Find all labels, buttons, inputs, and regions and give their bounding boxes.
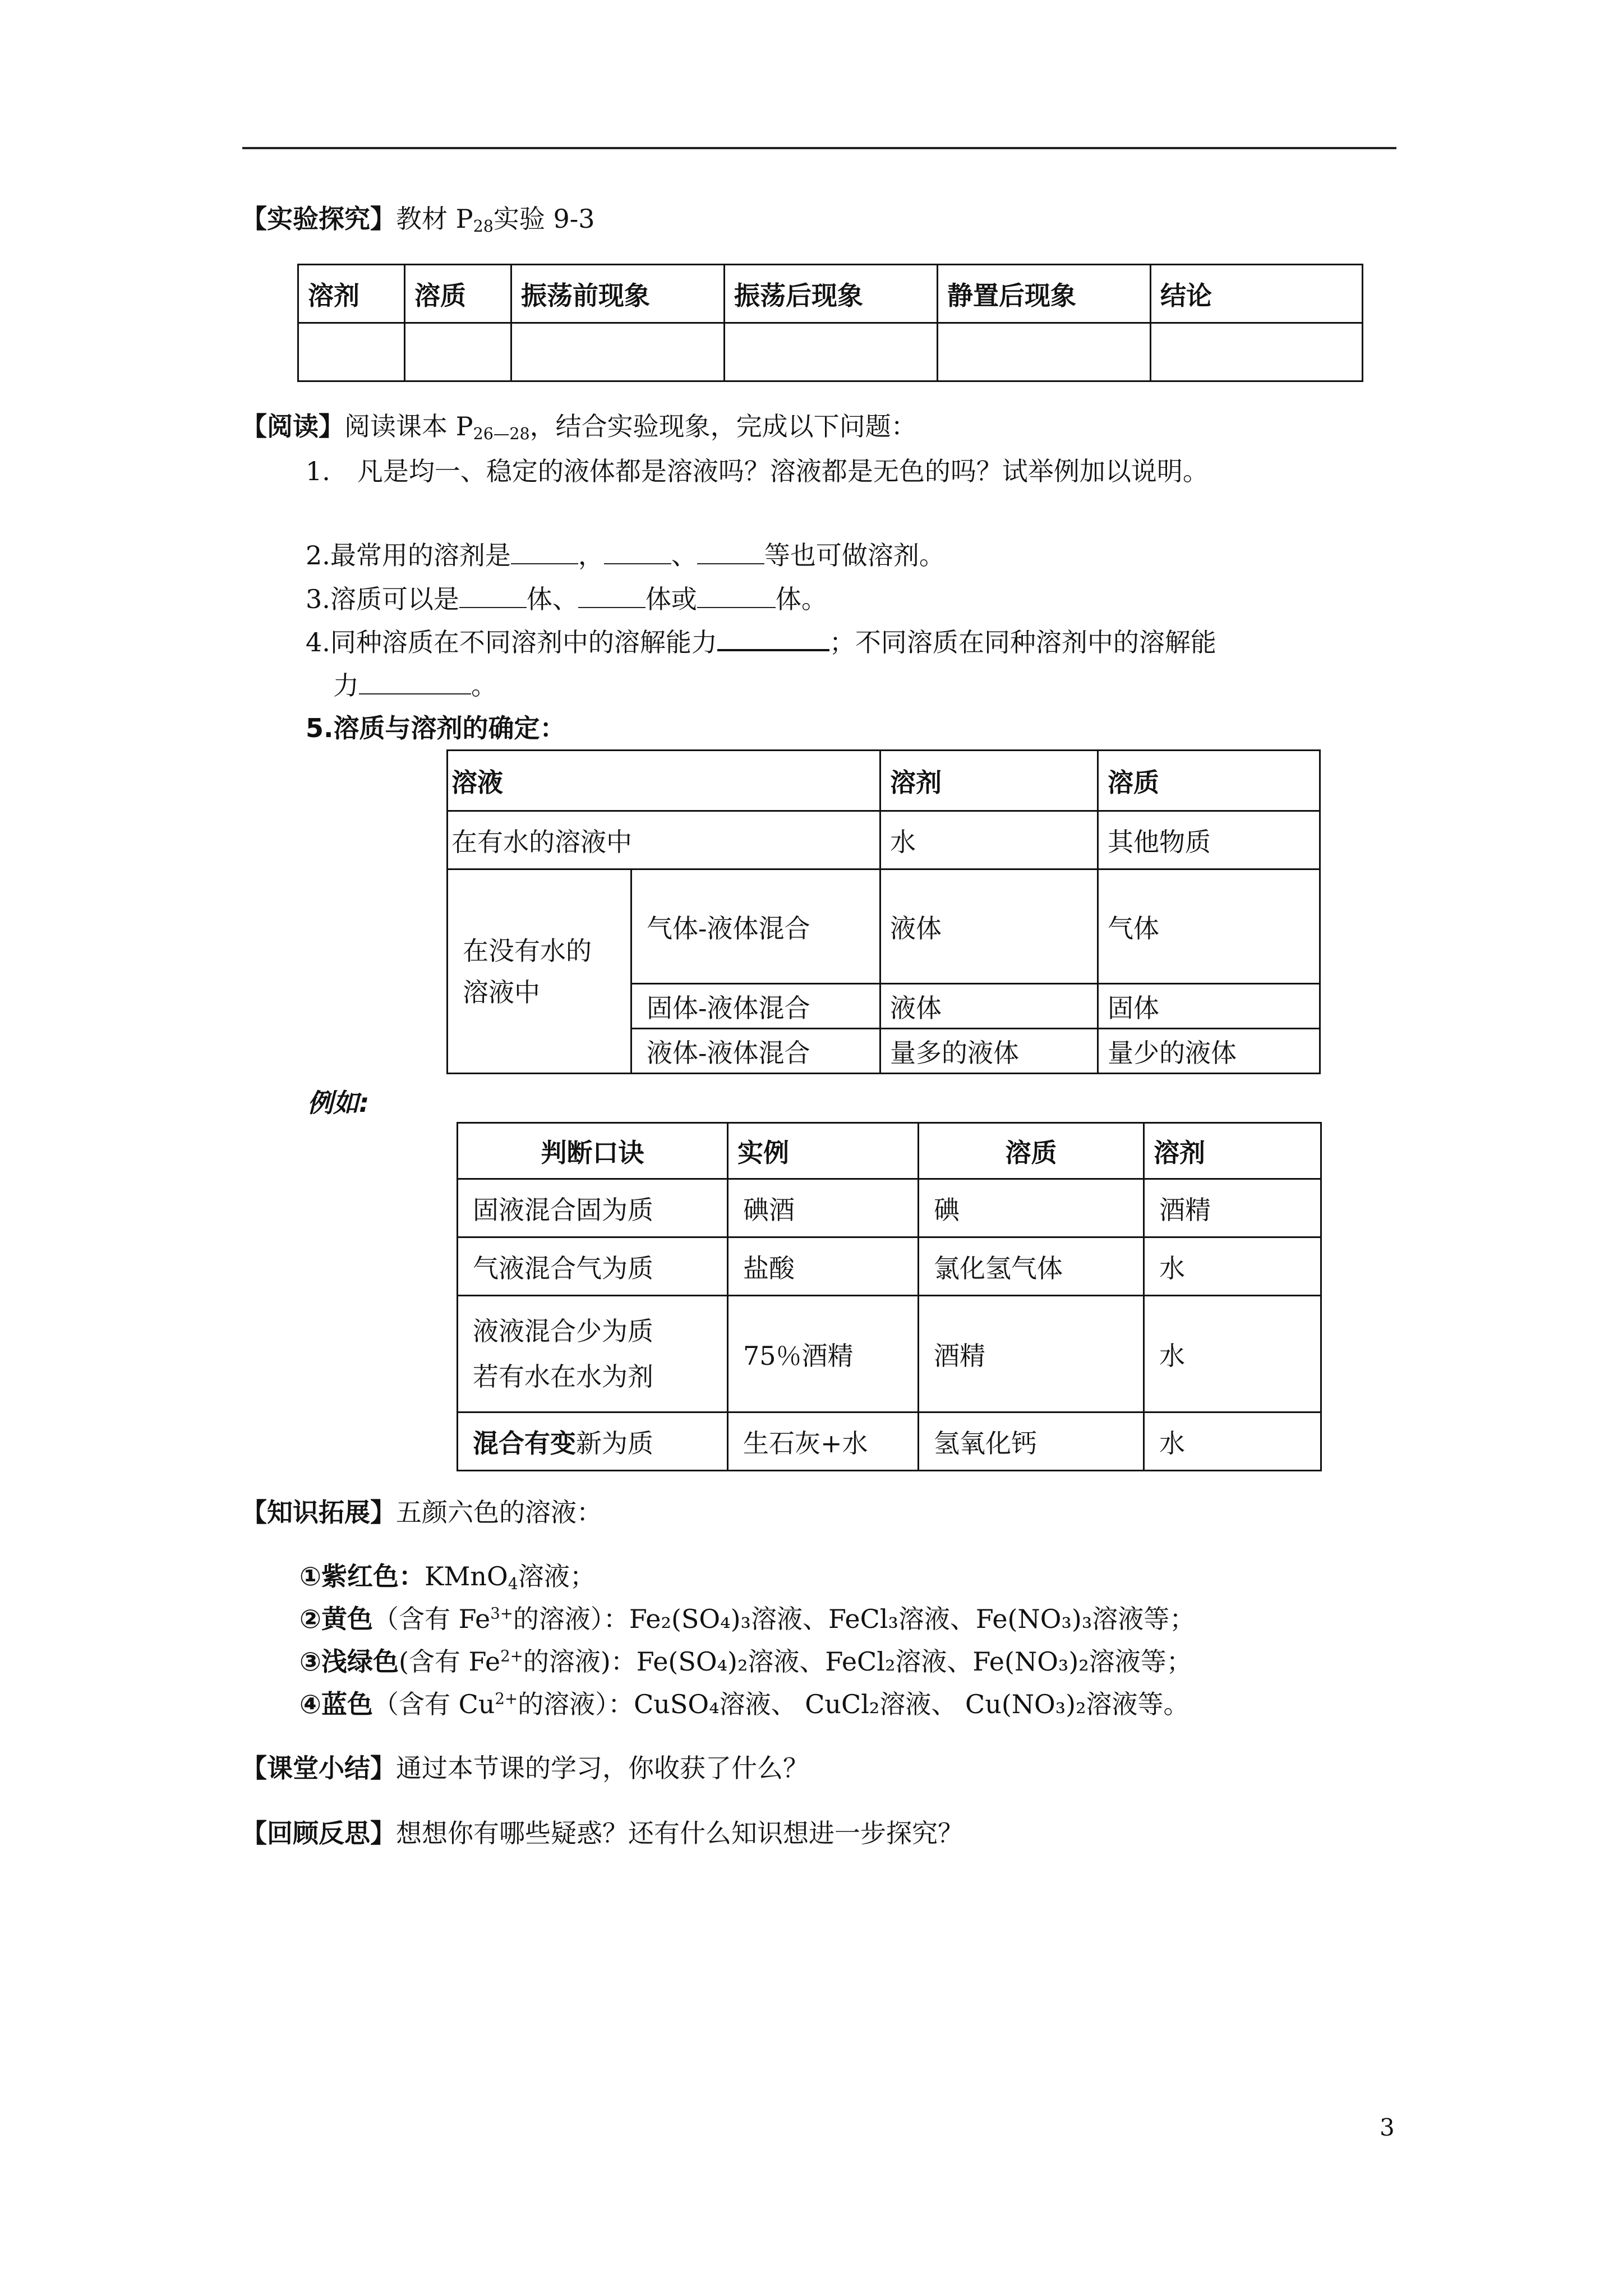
experiment-label: 【实验探究】	[241, 204, 396, 234]
table-header-row	[458, 1123, 1321, 1179]
table-cell: 水	[1144, 1237, 1321, 1296]
color-item-blue: ④蓝色（含有 $Cu^{2+}$的溶液）：CuSO₄溶液、 CuCl₂溶液、 Cu(NO₃)₂溶液等。	[299, 1689, 1189, 1719]
reflection-section: 【回顾反思】想想你有哪些疑惑？还有什么知识想进一步探究？	[241, 1818, 963, 1848]
table-header-cell: 振荡前现象	[511, 265, 725, 323]
question-2: 2.最常用的溶剂是 ， 、 等也可做溶剂。	[306, 540, 945, 570]
empty-cell	[938, 323, 1151, 381]
example-label: 例如:	[307, 1088, 370, 1118]
table-cell: 水	[880, 811, 1098, 869]
table-cell: 酒精	[1144, 1179, 1321, 1237]
summary-section: 【课堂小结】通过本节课的学习，你收获了什么？	[241, 1753, 809, 1783]
table-header-cell: 溶质	[1098, 751, 1320, 811]
reading-heading: 【阅读】阅读课本 $P_{26—28}$，结合实验现象，完成以下问题：	[241, 411, 917, 444]
extension-label: 【知识拓展】	[241, 1497, 396, 1527]
table-row	[298, 323, 1363, 381]
color-item-lightgreen: ③浅绿色(含有 $Fe^{2+}$的溶液)：Fe(SO₄)₂溶液、FeCl₂溶液、Fe(NO₃)₂溶液等；	[299, 1646, 1192, 1677]
experiment-table	[297, 264, 1363, 382]
question-5: 5.溶质与溶剂的确定：	[306, 713, 566, 743]
table-row	[458, 1179, 1321, 1237]
page-number: 3	[1380, 2114, 1395, 2141]
table-row	[458, 1412, 1321, 1471]
table-cell: 在有水的溶液中	[448, 811, 880, 869]
table-header-cell: 溶剂	[298, 265, 405, 323]
table-cell: 生石灰+水	[728, 1412, 919, 1471]
table-cell: 水	[1144, 1412, 1321, 1471]
reflection-label: 【回顾反思】	[241, 1818, 396, 1848]
table-cell: 氢氧化钙	[919, 1412, 1144, 1471]
table-cell: 液体-液体混合	[631, 1029, 880, 1074]
answer-blank[interactable]	[359, 673, 471, 694]
reading-label: 【阅读】	[241, 411, 344, 441]
table-header-cell: 溶剂	[880, 751, 1098, 811]
answer-blank[interactable]	[459, 587, 527, 608]
summary-label: 【课堂小结】	[241, 1753, 396, 1783]
question-4: 4.同种溶质在不同溶剂中的溶解能力 ；不同溶质在同种溶剂中的溶解能	[306, 627, 1216, 657]
table-cell: 其他物质	[1098, 811, 1320, 869]
example-table	[457, 1122, 1322, 1471]
table-cell: 水	[1144, 1296, 1321, 1412]
table-header-row	[448, 751, 1320, 811]
table-row	[448, 869, 1320, 984]
table-header-cell: 溶质	[919, 1123, 1144, 1179]
table-cell: 气液混合气为质	[458, 1237, 728, 1296]
table-header-cell: 结论	[1151, 265, 1363, 323]
table-header-cell: 振荡后现象	[725, 265, 938, 323]
empty-cell	[405, 323, 511, 381]
header-rule	[242, 147, 1396, 149]
determination-table	[446, 749, 1321, 1074]
table-cell: 碘酒	[728, 1179, 919, 1237]
table-cell: 气体	[1098, 869, 1320, 984]
experiment-heading: 【实验探究】教材 $P_{28}$实验 9-3	[241, 204, 595, 236]
table-row	[448, 811, 1320, 869]
table-cell: 量多的液体	[880, 1029, 1098, 1074]
table-header-cell: 判断口诀	[458, 1123, 728, 1179]
table-row	[458, 1237, 1321, 1296]
answer-blank[interactable]	[697, 543, 764, 564]
table-cell: 75％酒精	[728, 1296, 919, 1412]
answer-blank[interactable]	[511, 543, 578, 564]
table-header-cell: 溶液	[448, 751, 880, 811]
table-cell: 碘	[919, 1179, 1144, 1237]
table-cell: 固体-液体混合	[631, 984, 880, 1029]
table-header-row	[298, 265, 1363, 323]
table-cell: 混合有变新为质	[458, 1412, 728, 1471]
answer-blank[interactable]	[717, 629, 829, 651]
color-item-yellow: ②黄色（含有 $Fe^{3+}$的溶液）：Fe₂(SO₄)₃溶液、FeCl₃溶液、Fe(NO₃)₃溶液等；	[299, 1604, 1196, 1634]
empty-cell	[511, 323, 725, 381]
question-3: 3.溶质可以是 体、 体或 体。	[306, 584, 827, 614]
no-water-cell: 在没有水的 溶液中	[448, 869, 631, 1074]
table-cell: 氯化氢气体	[919, 1237, 1144, 1296]
table-cell: 量少的液体	[1098, 1029, 1320, 1074]
answer-blank[interactable]	[578, 587, 645, 608]
table-cell: 酒精	[919, 1296, 1144, 1412]
empty-cell	[298, 323, 405, 381]
empty-cell	[725, 323, 938, 381]
color-item-purple: ①紫红色：KMnO$_4$溶液；	[299, 1561, 596, 1594]
table-cell: 固液混合固为质	[458, 1179, 728, 1237]
empty-cell	[1151, 323, 1363, 381]
table-cell: 液体	[880, 984, 1098, 1029]
table-header-cell: 溶剂	[1144, 1123, 1321, 1179]
question-1: 1. 凡是均一、稳定的液体都是溶液吗？溶液都是无色的吗？试举例加以说明。	[306, 456, 1209, 486]
table-row	[458, 1296, 1321, 1412]
table-header-cell: 溶质	[405, 265, 511, 323]
table-cell: 液体	[880, 869, 1098, 984]
table-header-cell: 静置后现象	[938, 265, 1151, 323]
answer-blank[interactable]	[697, 587, 776, 608]
table-cell: 液液混合少为质 若有水在水为剂	[458, 1296, 728, 1412]
answer-blank[interactable]	[604, 543, 671, 564]
table-cell: 气体-液体混合	[631, 869, 880, 984]
table-cell: 固体	[1098, 984, 1320, 1029]
question-4-cont: 力 。	[333, 670, 497, 701]
extension-heading: 【知识拓展】五颜六色的溶液：	[241, 1497, 602, 1527]
table-header-cell: 实例	[728, 1123, 919, 1179]
table-cell: 盐酸	[728, 1237, 919, 1296]
